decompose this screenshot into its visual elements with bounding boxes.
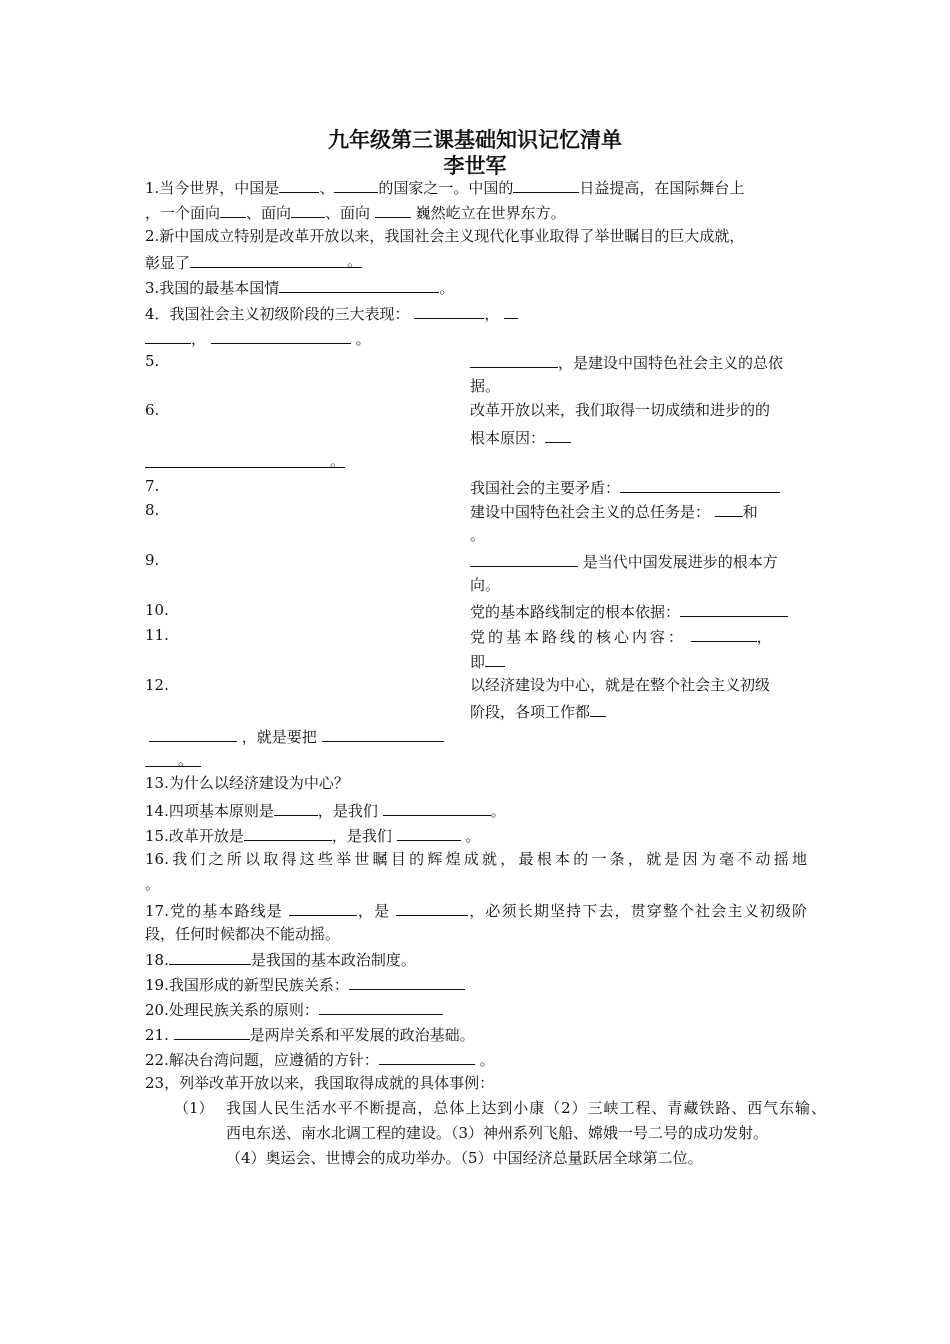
blank <box>211 325 351 344</box>
text: 18. <box>145 951 169 969</box>
text: 。 <box>490 802 506 820</box>
blank <box>169 946 251 965</box>
text: ，是建设中国特色社会主义的总依 <box>558 354 784 372</box>
text: ，是我们 <box>331 827 392 845</box>
blank <box>590 698 606 717</box>
blank <box>145 748 201 767</box>
item-5-line-1 <box>470 349 783 374</box>
item-6-line-1: 改革开放以来，我们取得一切成绩和进步的的 <box>470 401 771 419</box>
item-10-number: 10. <box>145 601 169 619</box>
text: 我国社会的主要矛盾： <box>470 479 621 497</box>
item-20 <box>145 996 443 1021</box>
item-17-line-1 <box>145 897 807 922</box>
item-18 <box>145 946 416 971</box>
text: 21. <box>145 1026 169 1044</box>
blank <box>349 971 465 990</box>
text: 日益提高，在国际舞台上 <box>579 179 745 197</box>
text: 。 <box>479 1051 495 1069</box>
blank <box>334 174 378 193</box>
item-9-line-1 <box>470 548 778 573</box>
item-23: 23，列举改革开放以来，我国取得成就的具体事例： <box>145 1074 495 1092</box>
item-5-number: 5. <box>145 352 160 370</box>
item-6-line-2 <box>470 424 571 449</box>
text: 22.解决台湾问题，应遵循的方针： <box>145 1051 379 1069</box>
item-12-line-1: 以经济建设为中心，就是在整个社会主义初级 <box>470 676 771 694</box>
blank <box>470 548 578 567</box>
text: 。 <box>439 279 455 297</box>
text: 党的基本路线的核心内容： <box>470 628 687 646</box>
item-23-line-3: （4）奥运会、世博会的成功举办。（5）中国经济总量跃居全球第二位。 <box>226 1149 703 1167</box>
blank <box>279 274 439 293</box>
text: 。 <box>347 252 363 270</box>
item-4-line-2 <box>145 325 371 350</box>
item-2-line-2 <box>145 249 362 274</box>
text: 17.党的基本路线是 <box>145 902 283 920</box>
blank <box>513 174 579 193</box>
blank <box>680 598 788 617</box>
item-8-line-1 <box>470 498 758 523</box>
item-13: 13.为什么以经济建设为中心？ <box>145 774 349 792</box>
blank <box>289 897 357 916</box>
blank <box>379 1046 475 1065</box>
text: 是当代中国发展进步的根本方 <box>582 553 778 571</box>
item-10 <box>470 598 788 623</box>
blank <box>375 199 411 218</box>
text: 。 <box>465 827 481 845</box>
item-11-line-1 <box>470 623 772 648</box>
text: 1.当今世界，中国是 <box>145 179 280 197</box>
blank <box>279 174 319 193</box>
item-11-line-2 <box>470 648 505 673</box>
item-16-line-2: 。 <box>145 875 161 893</box>
document-author: 李世军 <box>443 154 507 178</box>
blank <box>319 996 443 1015</box>
item-9-number: 9. <box>145 551 160 569</box>
item-4-line-1 <box>145 300 518 325</box>
text: 阶段，各项工作都 <box>470 703 591 721</box>
blank <box>485 648 505 667</box>
blank <box>190 249 362 268</box>
item-12-number: 12. <box>145 676 169 694</box>
text: 19.我国形成的新型民族关系： <box>145 976 349 994</box>
blank <box>396 897 468 916</box>
item-8-number: 8. <box>145 501 160 519</box>
item-23-line-1: 我国人民生活水平不断提高，总体上达到小康（2）三峡工程、青藏铁路、西气东输、 <box>226 1099 826 1117</box>
text: 是两岸关系和平发展的政治基础。 <box>249 1026 475 1044</box>
item-12-line-4 <box>145 748 201 773</box>
item-1-line-1 <box>145 174 744 199</box>
blank <box>274 797 318 816</box>
text: 、 <box>319 179 335 197</box>
text: 14.四项基本原则是 <box>145 802 274 820</box>
text: 。 <box>329 452 345 470</box>
blank <box>220 199 246 218</box>
item-11-number: 11. <box>145 626 169 644</box>
item-9-line-2: 向。 <box>470 576 501 594</box>
blank <box>174 1021 250 1040</box>
text: ，必须长期坚持下去，贯穿整个社会主义初级阶 <box>468 902 807 920</box>
text: ，一个面向 <box>145 204 221 222</box>
blank <box>397 822 461 841</box>
item-5-line-2: 据。 <box>470 377 501 395</box>
blank <box>715 498 743 517</box>
blank <box>470 349 558 368</box>
text: 巍然屹立在世界东方。 <box>415 204 566 222</box>
text: 和 <box>742 503 758 521</box>
item-7-number: 7. <box>145 477 160 495</box>
item-6-line-3 <box>145 449 345 474</box>
text: ，是我们 <box>317 802 378 820</box>
text: 建设中国特色社会主义的总任务是： <box>470 503 711 521</box>
item-23-line-2: 西电东送、南水北调工程的建设。（3）神州系列飞船、嫦娥一号二号的成功发射。 <box>226 1124 769 1142</box>
blank <box>545 424 571 443</box>
text: ， <box>191 330 207 348</box>
text: 、面向 <box>246 204 292 222</box>
blank <box>149 723 237 742</box>
text: 、面向 <box>325 204 371 222</box>
blank <box>291 199 325 218</box>
text: ，就是要把 <box>241 728 317 746</box>
item-3 <box>145 274 454 299</box>
blank <box>620 474 780 493</box>
blank <box>145 449 345 468</box>
item-14 <box>145 797 506 822</box>
text: ，是 <box>356 902 391 920</box>
text: ， <box>484 305 500 323</box>
item-17-line-2: 段，任何时候都决不能动摇。 <box>145 925 341 943</box>
item-8-line-2: 。 <box>470 526 486 544</box>
blank <box>383 797 491 816</box>
blank <box>691 623 757 642</box>
item-23-sub-number: （1） <box>174 1099 214 1117</box>
text: 4．我国社会主义初级阶段的三大表现： <box>145 305 410 323</box>
blank <box>414 300 484 319</box>
item-12-line-3 <box>145 723 444 748</box>
item-15 <box>145 822 480 847</box>
blank <box>244 822 332 841</box>
item-21 <box>145 1021 475 1046</box>
blank <box>504 300 518 319</box>
text: 即 <box>470 653 486 671</box>
item-7 <box>470 474 780 499</box>
text: 20.处理民族关系的原则： <box>145 1001 319 1019</box>
item-19 <box>145 971 465 996</box>
blank <box>322 723 444 742</box>
text: ， <box>756 628 772 646</box>
item-2-line-1: 2.新中国成立特别是改革开放以来，我国社会主义现代化事业取得了举世瞩目的巨大成就， <box>145 227 745 245</box>
item-6-number: 6. <box>145 401 160 419</box>
document-title: 九年级第三课基础知识记忆清单 <box>328 128 622 152</box>
text: 3.我国的最基本国情 <box>145 279 280 297</box>
item-1-line-2 <box>145 199 566 224</box>
text: 彰显了 <box>145 254 191 272</box>
text: 党的基本路线制定的根本依据： <box>470 603 681 621</box>
item-12-line-2 <box>470 698 606 723</box>
text: 15.改革开放是 <box>145 827 244 845</box>
text: 是我国的基本政治制度。 <box>250 951 416 969</box>
item-16-line-1: 16.我们之所以取得这些举世瞩目的辉煌成就，最根本的一条，就是因为毫不动摇地 <box>145 850 807 868</box>
text: 。 <box>177 751 193 769</box>
item-22 <box>145 1046 495 1071</box>
text: 根本原因： <box>470 429 546 447</box>
text: 。 <box>355 330 371 348</box>
blank <box>145 325 191 344</box>
text: 的国家之一。中国的 <box>378 179 514 197</box>
